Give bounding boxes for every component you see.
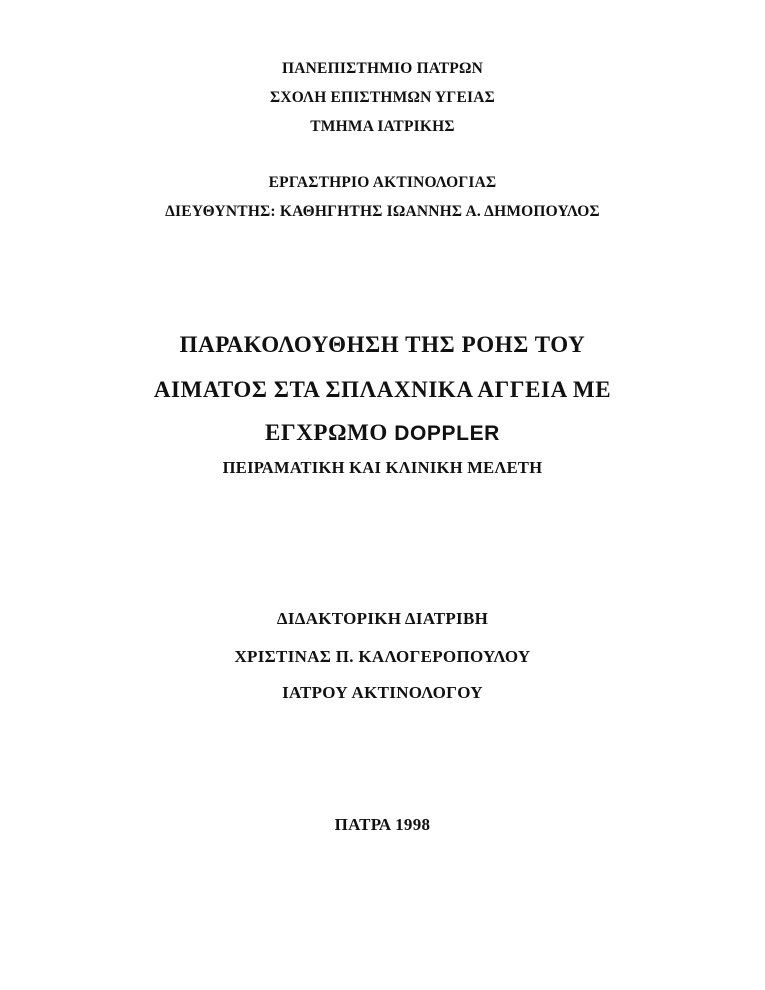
thesis-title-line-1: ΠΑΡΑΚΟΛΟΥΘΗΣΗ ΤΗΣ ΡΟΗΣ ΤΟΥ (179, 332, 586, 357)
department-name: ΤΜΗΜΑ ΙΑΤΡΙΚΗΣ (310, 118, 455, 135)
place-year: ΠΑΤΡΑ 1998 (334, 815, 431, 834)
thesis-title-line-3 (0, 420, 765, 446)
thesis-title-line-3-prefix: ΕΓΧΡΩΜΟ (265, 420, 395, 445)
school-name: ΣΧΟΛΗ ΕΠΙΣΤΗΜΩΝ ΥΓΕΙΑΣ (270, 89, 495, 106)
thesis-title-doppler-word: DOPPLER (394, 422, 500, 445)
thesis-subtitle: ΠΕΙΡΑΜΑΤΙΚΗ ΚΑΙ ΚΛΙΝΙΚΗ ΜΕΛΕΤΗ (222, 458, 543, 477)
author-name: ΧΡΙΣΤΙΝΑΣ Π. ΚΑΛΟΓΕΡΟΠΟΥΛΟΥ (234, 647, 531, 666)
laboratory-name: ΕΡΓΑΣΤΗΡΙΟ ΑΚΤΙΝΟΛΟΓΙΑΣ (268, 174, 497, 191)
author-profession: ΙΑΤΡΟΥ ΑΚΤΙΝΟΛΟΓΟΥ (282, 683, 483, 702)
thesis-type: ΔΙΔΑΚΤΟΡΙΚΗ ΔΙΑΤΡΙΒΗ (276, 609, 489, 628)
university-name: ΠΑΝΕΠΙΣΤΗΜΙΟ ΠΑΤΡΩΝ (282, 60, 483, 77)
thesis-title-line-2: ΑΙΜΑΤΟΣ ΣΤΑ ΣΠΛΑΧΝΙΚΑ ΑΓΓΕΙΑ ΜΕ (153, 377, 612, 402)
director-line: ΔΙΕΥΘΥΝΤΗΣ: ΚΑΘΗΓΗΤΗΣ ΙΩΑΝΝΗΣ Α. ΔΗΜΟΠΟΥΛΟΣ (165, 203, 600, 220)
